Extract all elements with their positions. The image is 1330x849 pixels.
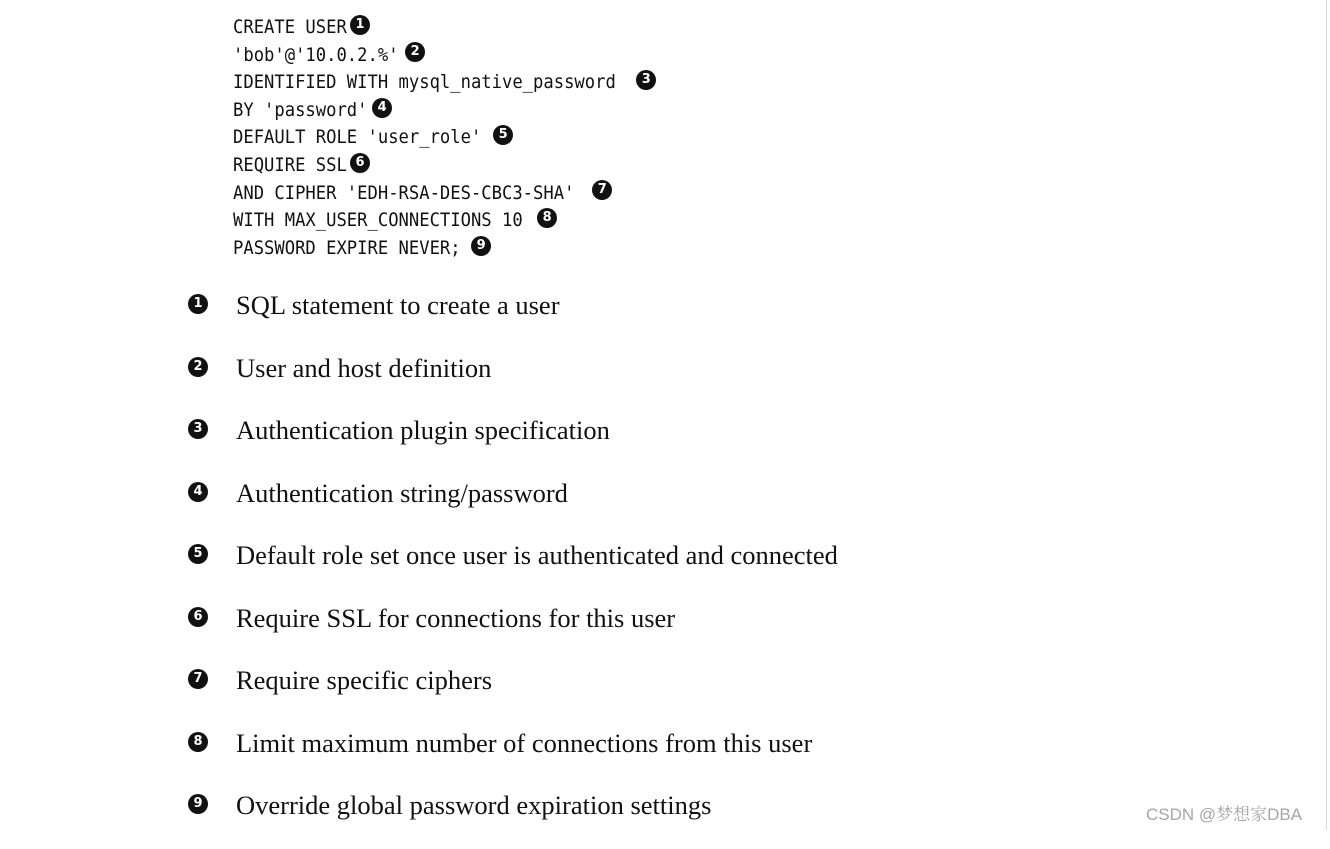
callout-marker: 1 bbox=[188, 294, 208, 314]
code-line bbox=[233, 42, 656, 70]
code-line-text: DEFAULT ROLE 'user_role' bbox=[233, 127, 482, 149]
code-line-text: CREATE USER bbox=[233, 17, 347, 38]
annotation-text: Limit maximum number of connections from this user bbox=[236, 727, 813, 758]
annotation-text: Require specific ciphers bbox=[236, 665, 493, 695]
code-line-text: 'bob'@'10.0.2.%' bbox=[233, 44, 399, 66]
code-line bbox=[233, 235, 656, 263]
watermark: CSDN @梦想家DBA bbox=[1146, 805, 1303, 824]
code-line-text: BY 'password' bbox=[233, 99, 368, 121]
annotation-text: Default role set once user is authenticated and connected bbox=[236, 540, 838, 570]
callout-marker: 2 bbox=[188, 357, 208, 377]
annotation-item bbox=[188, 286, 838, 349]
code-line-text: IDENTIFIED WITH mysql_native_password bbox=[233, 72, 616, 94]
callout-marker: 7 bbox=[592, 180, 612, 200]
annotation-text: SQL statement to create a user bbox=[236, 290, 560, 320]
code-line bbox=[233, 152, 656, 180]
annotation-item bbox=[188, 786, 838, 849]
callout-marker: 6 bbox=[350, 153, 370, 173]
callout-annotation-list bbox=[188, 286, 838, 849]
annotation-item bbox=[188, 599, 838, 662]
callout-marker: 4 bbox=[372, 98, 392, 118]
code-line-text: REQUIRE SSL bbox=[233, 154, 347, 176]
sql-code-block bbox=[233, 14, 656, 262]
callout-marker: 2 bbox=[405, 42, 425, 62]
callout-marker: 8 bbox=[188, 732, 208, 752]
code-line bbox=[233, 97, 656, 125]
code-line bbox=[233, 180, 656, 208]
callout-marker: 7 bbox=[188, 669, 208, 689]
code-line bbox=[233, 69, 656, 97]
code-line bbox=[233, 124, 656, 152]
callout-marker: 6 bbox=[188, 607, 208, 627]
code-line-text: AND CIPHER 'EDH-RSA-DES-CBC3-SHA' bbox=[233, 182, 575, 204]
code-line-text: PASSWORD EXPIRE NEVER; bbox=[233, 237, 461, 259]
annotation-text: Require SSL for connections for this user bbox=[236, 602, 676, 633]
callout-marker: 5 bbox=[493, 125, 513, 145]
page-edge-divider bbox=[1326, 0, 1327, 830]
callout-marker: 4 bbox=[188, 482, 208, 502]
callout-marker: 3 bbox=[188, 419, 208, 439]
callout-marker: 5 bbox=[188, 544, 208, 564]
callout-marker: 9 bbox=[471, 236, 491, 256]
annotation-text: Override global password expiration settings bbox=[236, 790, 712, 820]
annotation-item bbox=[188, 411, 838, 474]
callout-marker: 9 bbox=[188, 794, 208, 814]
code-line bbox=[233, 207, 656, 235]
annotation-text: Authentication string/password bbox=[236, 477, 568, 508]
annotation-item bbox=[188, 724, 838, 787]
annotation-text: Authentication plugin specification bbox=[236, 415, 610, 445]
annotation-item bbox=[188, 474, 838, 537]
code-line-text: WITH MAX_USER_CONNECTIONS 10 bbox=[233, 210, 523, 232]
annotation-item bbox=[188, 349, 838, 412]
code-line bbox=[233, 14, 656, 42]
annotation-item bbox=[188, 661, 838, 724]
annotation-item bbox=[188, 536, 838, 599]
callout-marker: 8 bbox=[537, 208, 557, 228]
annotation-text: User and host definition bbox=[236, 352, 492, 383]
callout-marker: 1 bbox=[350, 15, 370, 35]
callout-marker: 3 bbox=[636, 70, 656, 90]
